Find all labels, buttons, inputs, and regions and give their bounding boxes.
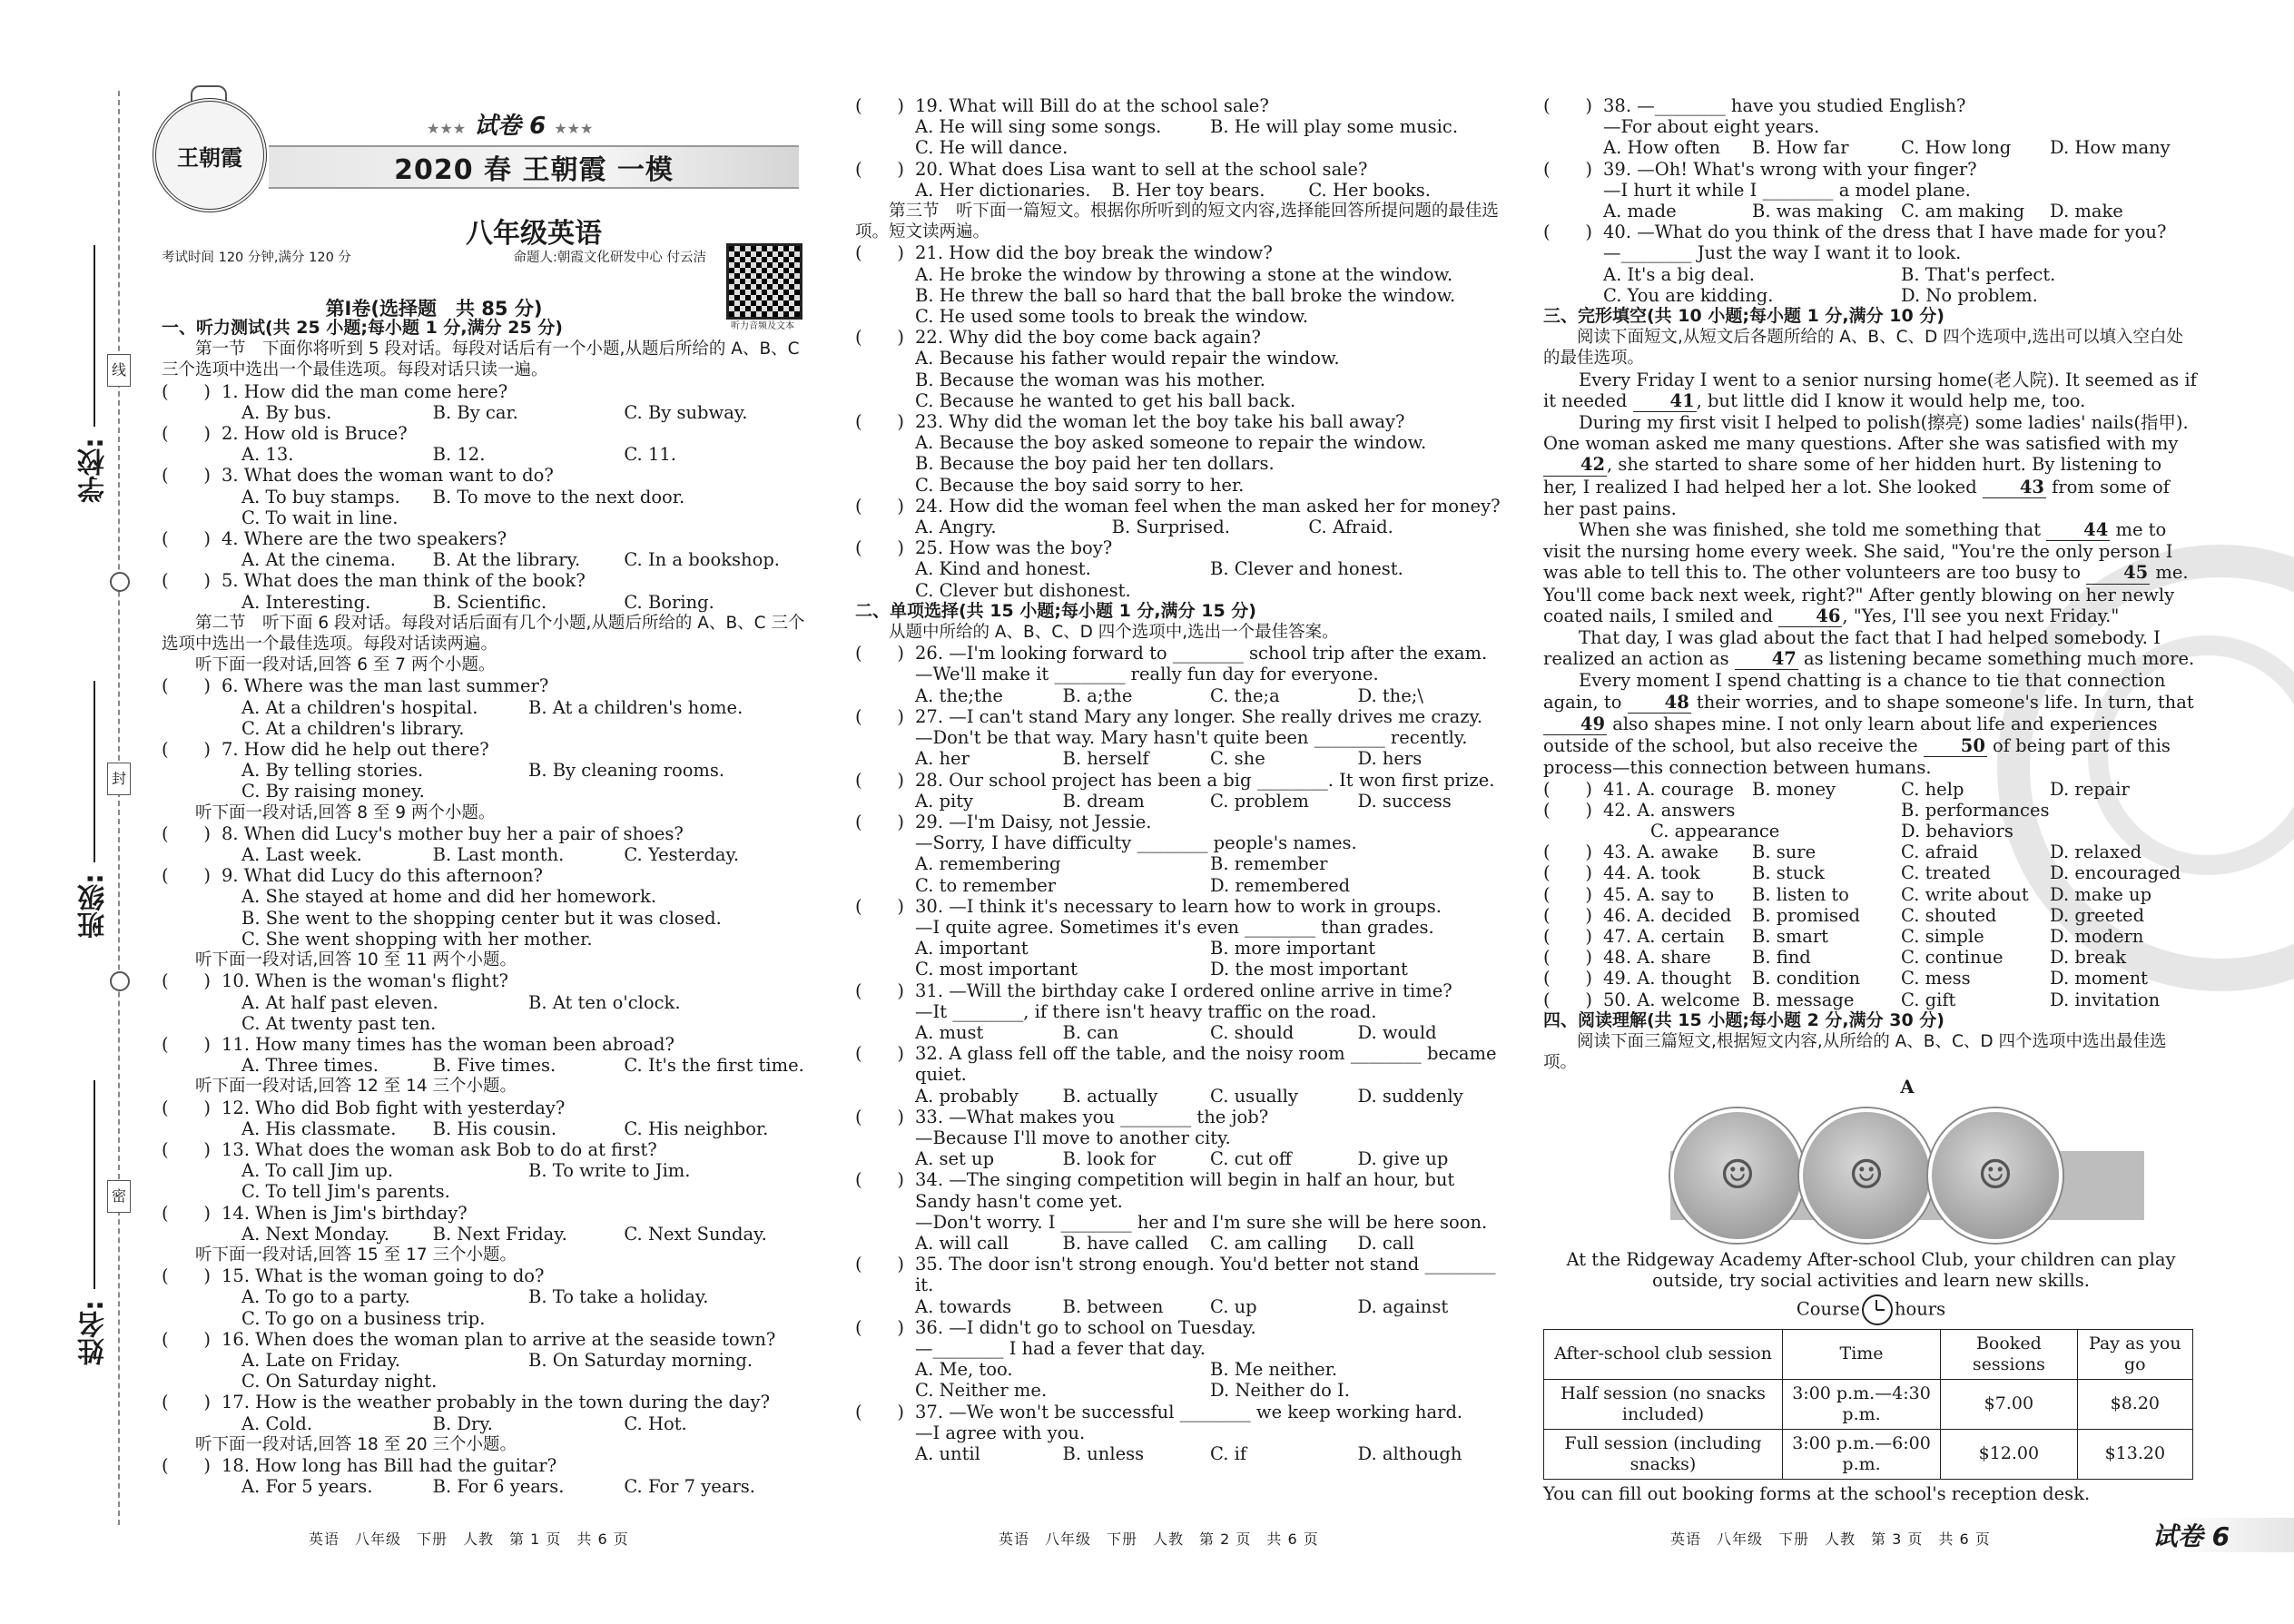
question-2[interactable]: ( ) 2. How old is Bruce? bbox=[162, 423, 408, 445]
options-20: A. Her dictionaries. B. Her toy bears. C. Her books. bbox=[915, 179, 1431, 201]
question-40-line2: —________ Just the way I want it to look. bbox=[1603, 242, 1962, 264]
name-line bbox=[94, 1080, 95, 1289]
cloze-paragraph-2: During my first visit I helped to polish(擦亮) some ladies' nails(指甲). One woman asked me many questions. After she was satisfied with my 42, she started to share some of her hidden hurt. By listening to her, I realized I had helped her a lot. She looked 43 from some of her past pains. bbox=[1543, 412, 2189, 519]
brand-logo: 王朝霞 bbox=[153, 98, 267, 212]
course-hours-heading: Course hours bbox=[1543, 1294, 2199, 1325]
question-30-line2: —I quite agree. Sometimes it's even ________ than grades. bbox=[915, 916, 1434, 938]
options-13: A. To call Jim up. B. To write to Jim. C. To tell Jim's parents. bbox=[241, 1160, 691, 1203]
option-21a[interactable]: A. He broke the window by throwing a stone at the window. bbox=[915, 263, 1453, 285]
question-36-line2: —________ I had a fever that day. bbox=[915, 1337, 1206, 1359]
question-31-line2: —It ________, if there isn't heavy traffic on the road. bbox=[915, 1000, 1377, 1022]
exam-meta bbox=[162, 247, 706, 266]
subject-title: 八年级英语 bbox=[466, 218, 602, 250]
question-23[interactable]: ( ) 23. Why did the woman let the boy take his ball away? bbox=[855, 411, 1405, 433]
options-17: A. Cold. B. Dry. C. Hot. bbox=[241, 1412, 687, 1434]
paper-number: 试卷 6 bbox=[474, 113, 546, 140]
question-40[interactable]: ( ) 40. —What do you think of the dress that I have made for you? bbox=[1543, 221, 2167, 243]
options-14: A. Next Monday. B. Next Friday. C. Next Sunday. bbox=[241, 1223, 767, 1245]
options-37: A. until B. unless C. if D. although bbox=[915, 1443, 1462, 1464]
options-34: A. will call B. have called C. am calling D. call bbox=[915, 1232, 1414, 1254]
binding-strip bbox=[0, 91, 154, 1525]
volume-heading: 第Ⅰ卷(选择题 共 85 分) bbox=[325, 298, 543, 320]
fee-table bbox=[1543, 1329, 2193, 1480]
question-5[interactable]: ( ) 5. What does the man think of the book? bbox=[162, 570, 586, 592]
group-note: 听下面一段对话,回答 8 至 9 两个小题。 bbox=[195, 802, 496, 822]
question-27[interactable]: ( ) 27. —I can't stand Mary any longer. She really drives me crazy. bbox=[855, 705, 1483, 727]
cloze-paragraph-3: When she was finished, she told me something that 44 me to visit the nursing home every week. She said, "You're the only person I was able to tell this to. The other volunteers are too busy to 45 me. You'll come back next week, right?" After gently blowing on her newly coated nails, I smiled and 46, "Yes, I'll see you next Friday." bbox=[1543, 519, 2189, 626]
question-12[interactable]: ( ) 12. Who did Bob fight with yesterday? bbox=[162, 1097, 566, 1118]
options-38: A. How often B. How far C. How long D. How many bbox=[1603, 137, 2171, 159]
part-3-instructions: 第三节 听下面一篇短文。根据你所听到的短文内容,选择能回答所提问题的最佳选项。短文读两遍。 bbox=[855, 202, 1499, 242]
question-7[interactable]: ( ) 7. How did he help out there? bbox=[162, 739, 489, 761]
question-33[interactable]: ( ) 33. —What makes you ________ the job? bbox=[855, 1106, 1269, 1127]
cloze-options bbox=[1543, 779, 2199, 1010]
photo-children-running: ☺ bbox=[1670, 1108, 1805, 1243]
photo-child-drawing: ☺ bbox=[1928, 1108, 2063, 1243]
options-33: A. set up B. look for C. cut off D. give up bbox=[915, 1148, 1449, 1170]
options-39: A. made B. was making C. am making D. make bbox=[1603, 201, 2123, 222]
question-35[interactable]: ( ) 35. The door isn't strong enough. You'd better not stand ________ it. bbox=[855, 1254, 1496, 1296]
question-18[interactable]: ( ) 18. How long has Bill had the guitar? bbox=[162, 1454, 557, 1476]
question-34-line2: —Don't worry. I ________ her and I'm sure she will be here soon. bbox=[915, 1211, 1488, 1233]
question-49[interactable]: ( ) 49. A. thought B. condition C. mess D. moment bbox=[1543, 968, 2148, 989]
options-11: A. Three times. B. Five times. C. It's the first time. bbox=[241, 1055, 804, 1077]
options-16: A. Late on Friday. B. On Saturday morning. C. On Saturday night. bbox=[241, 1349, 753, 1393]
option-21b[interactable]: B. He threw the ball so hard that the ball broke the window. bbox=[915, 284, 1456, 306]
options-30: A. important B. more important C. most important D. the most important bbox=[915, 938, 1408, 980]
qr-caption: 听力音频及文本 bbox=[731, 321, 794, 331]
blank-43[interactable]: 43 bbox=[1983, 477, 2046, 498]
question-47[interactable]: ( ) 47. A. certain B. smart C. simple D. modern bbox=[1543, 925, 2144, 947]
options-28: A. pity B. dream C. problem D. success bbox=[915, 790, 1452, 812]
options-7: A. By telling stories. B. By cleaning rooms. C. By raising money. bbox=[241, 760, 725, 802]
question-14[interactable]: ( ) 14. When is Jim's birthday? bbox=[162, 1202, 468, 1224]
table-header: Booked sessions bbox=[1941, 1329, 2078, 1379]
options-4: A. At the cinema. B. At the library. C. In a bookshop. bbox=[241, 549, 781, 571]
school-label: 学校: bbox=[78, 438, 110, 503]
options-12: A. His classmate. B. His cousin. C. His neighbor. bbox=[241, 1117, 769, 1139]
options-2: A. 13. B. 12. C. 11. bbox=[241, 444, 676, 466]
options-31: A. must B. can C. should D. would bbox=[915, 1021, 1437, 1043]
question-27-line2: —Don't be that way. Mary hasn't quite been ________ recently. bbox=[915, 727, 1468, 749]
question-10[interactable]: ( ) 10. When is the woman's flight? bbox=[162, 970, 508, 992]
question-30[interactable]: ( ) 30. —I think it's necessary to learn how to work in groups. bbox=[855, 895, 1442, 917]
blank-49[interactable]: 49 bbox=[1543, 714, 1607, 735]
blank-42[interactable]: 42 bbox=[1543, 454, 1607, 476]
table-header: Time bbox=[1783, 1329, 1941, 1379]
options-25: A. Kind and honest. B. Clever and honest. C. Clever but dishonest. bbox=[915, 558, 1403, 601]
question-38[interactable]: ( ) 38. —________ have you studied English? bbox=[1543, 95, 1966, 116]
group-note: 听下面一段对话,回答 10 至 11 两个小题。 bbox=[195, 950, 517, 970]
section-2-instructions: 从题中所给的 A、B、C、D 四个选项中,选出一个最佳答案。 bbox=[889, 623, 1339, 643]
option-22c[interactable]: C. Because he wanted to get his ball back. bbox=[915, 389, 1296, 411]
exam-info: 考试时间 120 分钟,满分 120 分 bbox=[162, 251, 351, 265]
stars-right: ★★★ bbox=[554, 120, 594, 137]
question-9[interactable]: ( ) 9. What did Lucy do this afternoon? bbox=[162, 865, 543, 887]
group-note: 听下面一段对话,回答 15 至 17 三个小题。 bbox=[195, 1245, 517, 1265]
options-18: A. For 5 years. B. For 6 years. C. For 7 years. bbox=[241, 1476, 755, 1498]
question-13[interactable]: ( ) 13. What does the woman ask Bob to do at first? bbox=[162, 1138, 657, 1160]
cloze-paragraph-4: That day, I was glad about the fact that I had helped somebody. I realized an action as 47 as listening became something much more. bbox=[1543, 627, 2195, 670]
option-23b[interactable]: B. Because the boy paid her ten dollars. bbox=[915, 453, 1275, 475]
question-37[interactable]: ( ) 37. —We won't be successful ________ we keep working hard. bbox=[855, 1401, 1463, 1422]
exam-authors: 命题人:朝霞文化研发中心 付云洁 bbox=[513, 251, 706, 265]
blank-50[interactable]: 50 bbox=[1924, 735, 1987, 757]
options-24: A. Angry. B. Surprised. C. Afraid. bbox=[915, 517, 1393, 538]
question-37-line2: —I agree with you. bbox=[915, 1422, 1086, 1443]
options-29: A. remembering B. remember C. to remember D. remembered bbox=[915, 853, 1351, 896]
photo-children-reading: ☺ bbox=[1799, 1108, 1934, 1243]
question-46[interactable]: ( ) 46. A. decided B. promised C. shouted D. greeted bbox=[1543, 904, 2145, 926]
club-intro: At the Ridgeway Academy After-school Club, your children can play outside, try social activities and learn new skills. bbox=[1566, 1248, 2176, 1291]
question-45[interactable]: ( ) 45. A. say to B. listen to C. write about D. make up bbox=[1543, 883, 2152, 905]
club-photo-strip bbox=[1670, 1107, 2199, 1244]
stars-left: ★★★ bbox=[427, 120, 467, 137]
options-5: A. Interesting. B. Scientific. C. Boring. bbox=[241, 591, 714, 613]
options-27: A. her B. herself C. she D. hers bbox=[915, 748, 1423, 770]
paper-tag-footer: 试卷 6 bbox=[2088, 1518, 2294, 1552]
option-9a[interactable]: A. She stayed at home and did her homework. bbox=[241, 886, 657, 908]
question-24[interactable]: ( ) 24. How did the woman feel when the man asked her for money? bbox=[855, 495, 1501, 517]
section-3-instructions: 阅读下面短文,从短文后各题所给的 A、B、C、D 四个选项中,选出可以填入空白处的最佳选项。 bbox=[1543, 328, 2184, 369]
part-2-instructions: 第二节 听下面 6 段对话。每段对话后面有几个小题,从题后所给的 A、B、C 三个选项中选出一个最佳选项。每段对话读两遍。 bbox=[162, 613, 805, 655]
question-38-line2: —For about eight years. bbox=[1603, 116, 1820, 138]
option-23a[interactable]: A. Because the boy asked someone to repair the window. bbox=[915, 432, 1427, 454]
cloze-paragraph-1: Every Friday I went to a senior nursing home(老人院). It seemed as if it needed 41, but little did I know it would help me, too. bbox=[1543, 369, 2197, 411]
question-39[interactable]: ( ) 39. —Oh! What's wrong with your finger? bbox=[1543, 158, 1977, 180]
option-22a[interactable]: A. Because his father would repair the window. bbox=[915, 348, 1340, 369]
footer-page-1: 英语 八年级 下册 人教 第 1 页 共 6 页 bbox=[309, 1530, 629, 1548]
option-9c[interactable]: C. She went shopping with her mother. bbox=[241, 928, 593, 950]
blank-44[interactable]: 44 bbox=[2046, 519, 2110, 541]
seal-mark-line: 线 bbox=[107, 354, 131, 387]
options-8: A. Last week. B. Last month. C. Yesterday. bbox=[241, 844, 740, 866]
options-36: A. Me, too. B. Me neither. C. Neither me. D. Neither do I. bbox=[915, 1359, 1350, 1402]
question-15[interactable]: ( ) 15. What is the woman going to do? bbox=[162, 1265, 545, 1287]
blank-48[interactable]: 48 bbox=[1628, 692, 1691, 714]
question-11[interactable]: ( ) 11. How many times has the woman been abroad? bbox=[162, 1033, 674, 1055]
question-4[interactable]: ( ) 4. Where are the two speakers? bbox=[162, 528, 507, 550]
question-50[interactable]: ( ) 50. A. welcome B. message C. gift D. invitation bbox=[1543, 989, 2161, 1010]
question-17[interactable]: ( ) 17. How is the weather probably in the town during the day? bbox=[162, 1392, 771, 1413]
section-3-title: 三、完形填空(共 10 小题;每小题 1 分,满分 10 分) bbox=[1543, 306, 1944, 327]
clock-icon bbox=[1862, 1294, 1893, 1325]
blank-41[interactable]: 41 bbox=[1633, 390, 1697, 412]
question-42[interactable]: ( ) 42. A. answers B. performances C. appearance D. behaviors bbox=[1543, 799, 2050, 842]
question-21[interactable]: ( ) 21. How did the boy break the window? bbox=[855, 242, 1273, 264]
footer-page-3: 英语 八年级 下册 人教 第 3 页 共 6 页 bbox=[1670, 1530, 1991, 1548]
options-1: A. By bus. B. By car. C. By subway. bbox=[241, 401, 748, 423]
options-15: A. To go to a party. B. To take a holiday. C. To go on a business trip. bbox=[241, 1286, 709, 1329]
option-9b[interactable]: B. She went to the shopping center but it was closed. bbox=[241, 907, 722, 929]
section-2-title: 二、单项选择(共 15 小题;每小题 1 分,满分 15 分) bbox=[855, 600, 1256, 621]
group-note: 听下面一段对话,回答 18 至 20 三个小题。 bbox=[195, 1434, 517, 1454]
options-32: A. probably B. actually C. usually D. suddenly bbox=[915, 1085, 1463, 1107]
exam-banner: 2020 春 王朝霞 一模 bbox=[269, 145, 799, 189]
question-20[interactable]: ( ) 20. What does Lisa want to sell at the school sale? bbox=[855, 158, 1368, 180]
class-field[interactable] bbox=[54, 681, 134, 939]
question-16[interactable]: ( ) 16. When does the woman plan to arrive at the seaside town? bbox=[162, 1328, 776, 1350]
question-44[interactable]: ( ) 44. A. took B. stuck C. treated D. encouraged bbox=[1543, 862, 2181, 884]
passage-label: A bbox=[1900, 1077, 1915, 1098]
question-43[interactable]: ( ) 43. A. awake B. sure C. afraid D. relaxed bbox=[1543, 842, 2142, 863]
option-21c[interactable]: C. He used some tools to break the window. bbox=[915, 306, 1309, 328]
binding-hole bbox=[110, 971, 130, 991]
option-22b[interactable]: B. Because the woman was his mother. bbox=[915, 369, 1265, 390]
footer-page-2: 英语 八年级 下册 人教 第 2 页 共 6 页 bbox=[999, 1530, 1319, 1548]
question-8[interactable]: ( ) 8. When did Lucy's mother buy her a pair of shoes? bbox=[162, 822, 684, 844]
seal-mark-secret: 密 bbox=[107, 1180, 131, 1213]
group-note: 听下面一段对话,回答 6 至 7 两个小题。 bbox=[195, 655, 496, 675]
options-6: A. At a children's hospital. B. At a children's home. C. At a children's library. bbox=[241, 696, 743, 739]
question-29[interactable]: ( ) 29. —I'm Daisy, not Jessie. bbox=[855, 811, 1152, 832]
booking-note: You can fill out booking forms at the school's reception desk. bbox=[1543, 1482, 2091, 1504]
table-row: Full session (including snacks) 3:00 p.m.—6:00 p.m. $12.00 $13.20 bbox=[1544, 1429, 2193, 1479]
question-29-line2: —Sorry, I have difficulty ________ people's names. bbox=[915, 832, 1357, 854]
question-34[interactable]: ( ) 34. —The singing competition will begin in half an hour, but Sandy hasn't come yet. bbox=[855, 1169, 1455, 1212]
options-35: A. towards B. between C. up D. against bbox=[915, 1295, 1449, 1317]
part-1-instructions: 第一节 下面你将听到 5 段对话。每段对话后有一个小题,从题后所给的 A、B、C 三个选项中选出一个最佳选项。每段对话只读一遍。 bbox=[162, 340, 800, 380]
question-3[interactable]: ( ) 3. What does the woman want to do? bbox=[162, 465, 554, 487]
blank-47[interactable]: 47 bbox=[1735, 648, 1798, 670]
column-3 bbox=[1543, 95, 2199, 1504]
name-label: 姓名: bbox=[78, 1300, 110, 1365]
question-41[interactable]: ( ) 41. A. courage B. money C. help D. repair bbox=[1543, 778, 2130, 800]
blank-46[interactable]: 46 bbox=[1778, 605, 1842, 627]
table-header: Pay as you go bbox=[2077, 1329, 2192, 1379]
question-28[interactable]: ( ) 28. Our school project has been a big ________. It won first prize. bbox=[855, 769, 1495, 791]
binding-hole bbox=[110, 572, 130, 592]
option-23c[interactable]: C. Because the boy said sorry to her. bbox=[915, 474, 1245, 496]
group-note: 听下面一段对话,回答 12 至 14 三个小题。 bbox=[195, 1077, 517, 1097]
question-32[interactable]: ( ) 32. A glass fell off the table, and the noisy room ________ became quiet. bbox=[855, 1043, 1497, 1086]
class-line bbox=[94, 681, 95, 862]
options-26: A. the;the B. a;the C. the;a D. the;\ bbox=[915, 684, 1423, 706]
question-26-line2: —We'll make it ________ really fun day for everyone. bbox=[915, 664, 1379, 685]
question-39-line2: —I hurt it while I ________ a model plane. bbox=[1603, 179, 1971, 201]
school-line bbox=[94, 245, 95, 427]
class-label: 班级: bbox=[78, 873, 110, 939]
name-field[interactable] bbox=[54, 1080, 134, 1365]
cloze-paragraph-5: Every moment I spend chatting is a chance to tie that connection again, to 48 their worries, and to shape someone's life. In turn, that 49 also shapes mine. I not only learn about life and experiences outside of the school, but also receive the 50 of being part of this process—this connection between humans. bbox=[1543, 670, 2194, 779]
question-36[interactable]: ( ) 36. —I didn't go to school on Tuesday. bbox=[855, 1316, 1256, 1338]
question-6[interactable]: ( ) 6. Where was the man last summer? bbox=[162, 675, 549, 697]
qr-code-icon[interactable] bbox=[726, 243, 802, 320]
options-3: A. To buy stamps. B. To move to the next door. C. To wait in line. bbox=[241, 486, 685, 528]
options-40: A. It's a big deal. B. That's perfect. C. You are kidding. D. No problem. bbox=[1603, 263, 2056, 306]
blank-45[interactable]: 45 bbox=[2086, 562, 2150, 584]
question-48[interactable]: ( ) 48. A. share B. find C. continue D. break bbox=[1543, 947, 2127, 969]
seal-mark-seal: 封 bbox=[107, 763, 131, 795]
section-1-title: 一、听力测试(共 25 小题;每小题 1 分,满分 25 分) bbox=[162, 318, 563, 338]
table-row: Half session (no snacks included) 3:00 p.m.—4:30 p.m. $7.00 $8.20 bbox=[1544, 1379, 2193, 1429]
options-19: A. He will sing some songs. B. He will play some music. C. He will dance. bbox=[915, 116, 1459, 159]
section-4-instructions: 阅读下面三篇短文,根据短文内容,从所给的 A、B、C、D 四个选项中选出最佳选项。 bbox=[1543, 1031, 2167, 1073]
paper-tag bbox=[427, 107, 593, 141]
question-25[interactable]: ( ) 25. How was the boy? bbox=[855, 537, 1113, 559]
column-1 bbox=[162, 318, 815, 1497]
question-33-line2: —Because I'll move to another city. bbox=[915, 1127, 1231, 1148]
question-31[interactable]: ( ) 31. —Will the birthday cake I ordered online arrive in time? bbox=[855, 979, 1452, 1001]
question-1[interactable]: ( ) 1. How did the man come here? bbox=[162, 380, 508, 402]
question-22[interactable]: ( ) 22. Why did the boy come back again? bbox=[855, 327, 1261, 349]
table-header: After-school club session bbox=[1544, 1329, 1783, 1379]
options-10: A. At half past eleven. B. At ten o'clock. C. At twenty past ten. bbox=[241, 991, 681, 1034]
school-field[interactable] bbox=[54, 245, 134, 503]
section-4-title: 四、阅读理解(共 15 小题;每小题 2 分,满分 30 分) bbox=[1543, 1009, 1944, 1030]
question-26[interactable]: ( ) 26. —I'm looking forward to ________ school trip after the exam. bbox=[855, 643, 1488, 664]
column-2 bbox=[855, 95, 1505, 1464]
question-19[interactable]: ( ) 19. What will Bill do at the school sale? bbox=[855, 95, 1269, 116]
